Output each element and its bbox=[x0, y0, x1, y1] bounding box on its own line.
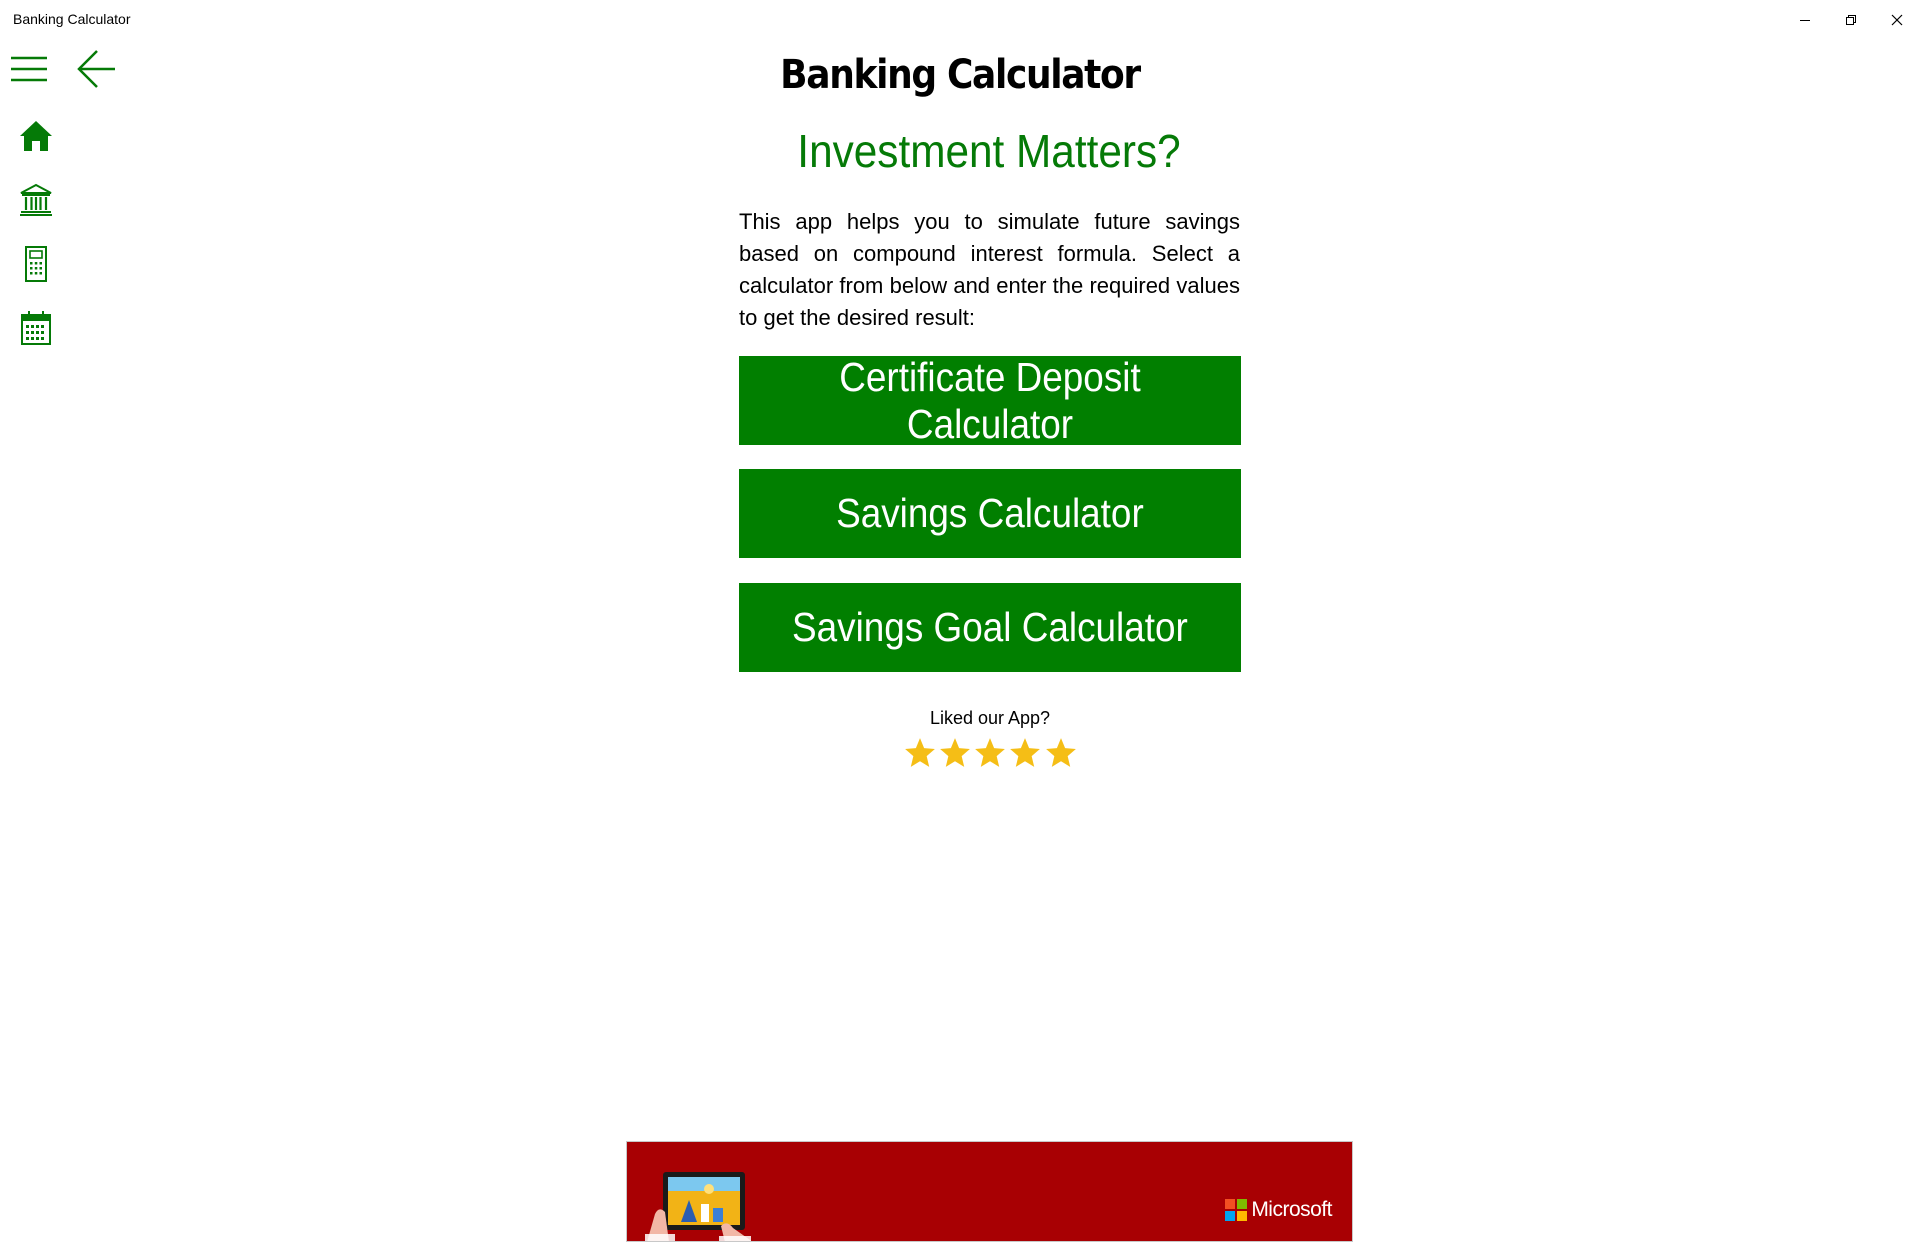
star-icon[interactable] bbox=[1008, 733, 1043, 773]
restore-button[interactable] bbox=[1828, 0, 1874, 40]
calendar-icon bbox=[19, 310, 53, 346]
savings-calculator-button[interactable] bbox=[739, 469, 1241, 558]
rating-stars[interactable] bbox=[902, 733, 1078, 775]
star-icon[interactable] bbox=[1043, 733, 1078, 773]
star-icon[interactable] bbox=[902, 733, 937, 773]
close-icon bbox=[1891, 14, 1903, 26]
close-button[interactable] bbox=[1874, 0, 1920, 40]
home-icon bbox=[19, 119, 53, 153]
nav-calculator[interactable] bbox=[17, 245, 55, 283]
savings-goal-calculator-button[interactable] bbox=[739, 583, 1241, 672]
restore-icon bbox=[1845, 14, 1857, 26]
tablet-illustration-icon bbox=[641, 1142, 751, 1242]
button-label: Savings Goal Calculator bbox=[792, 604, 1188, 650]
menu-button[interactable] bbox=[8, 52, 50, 86]
button-label: Savings Calculator bbox=[836, 490, 1144, 536]
certificate-deposit-calculator-button[interactable] bbox=[739, 353, 1241, 447]
window-title: Banking Calculator bbox=[13, 11, 131, 27]
nav-home[interactable] bbox=[17, 117, 55, 155]
ad-brand: Microsoft bbox=[1251, 1198, 1332, 1221]
bank-icon bbox=[19, 183, 53, 217]
nav-bank[interactable] bbox=[17, 181, 55, 219]
ad-banner[interactable] bbox=[626, 1141, 1353, 1242]
microsoft-logo bbox=[1225, 1198, 1332, 1222]
nav-calendar[interactable] bbox=[17, 309, 55, 347]
rating-prompt: Liked our App? bbox=[929, 708, 1051, 728]
minimize-icon bbox=[1799, 14, 1811, 26]
minimize-button[interactable] bbox=[1782, 0, 1828, 40]
page-title: Banking Calculator bbox=[780, 52, 1140, 98]
button-label: Certificate Deposit Calculator bbox=[839, 353, 1141, 447]
hamburger-icon bbox=[9, 54, 49, 84]
calculator-icon bbox=[19, 245, 53, 283]
star-icon[interactable] bbox=[937, 733, 972, 773]
app-description: This app helps you to simulate future savings based on compound interest formula. Select a calculator from below and enter the required values to get the desired result: bbox=[739, 209, 1240, 330]
windows-logo-icon bbox=[1225, 1199, 1247, 1221]
page-subtitle: Investment Matters? bbox=[797, 125, 1181, 177]
title-bar bbox=[0, 0, 1920, 40]
star-icon[interactable] bbox=[973, 733, 1008, 773]
